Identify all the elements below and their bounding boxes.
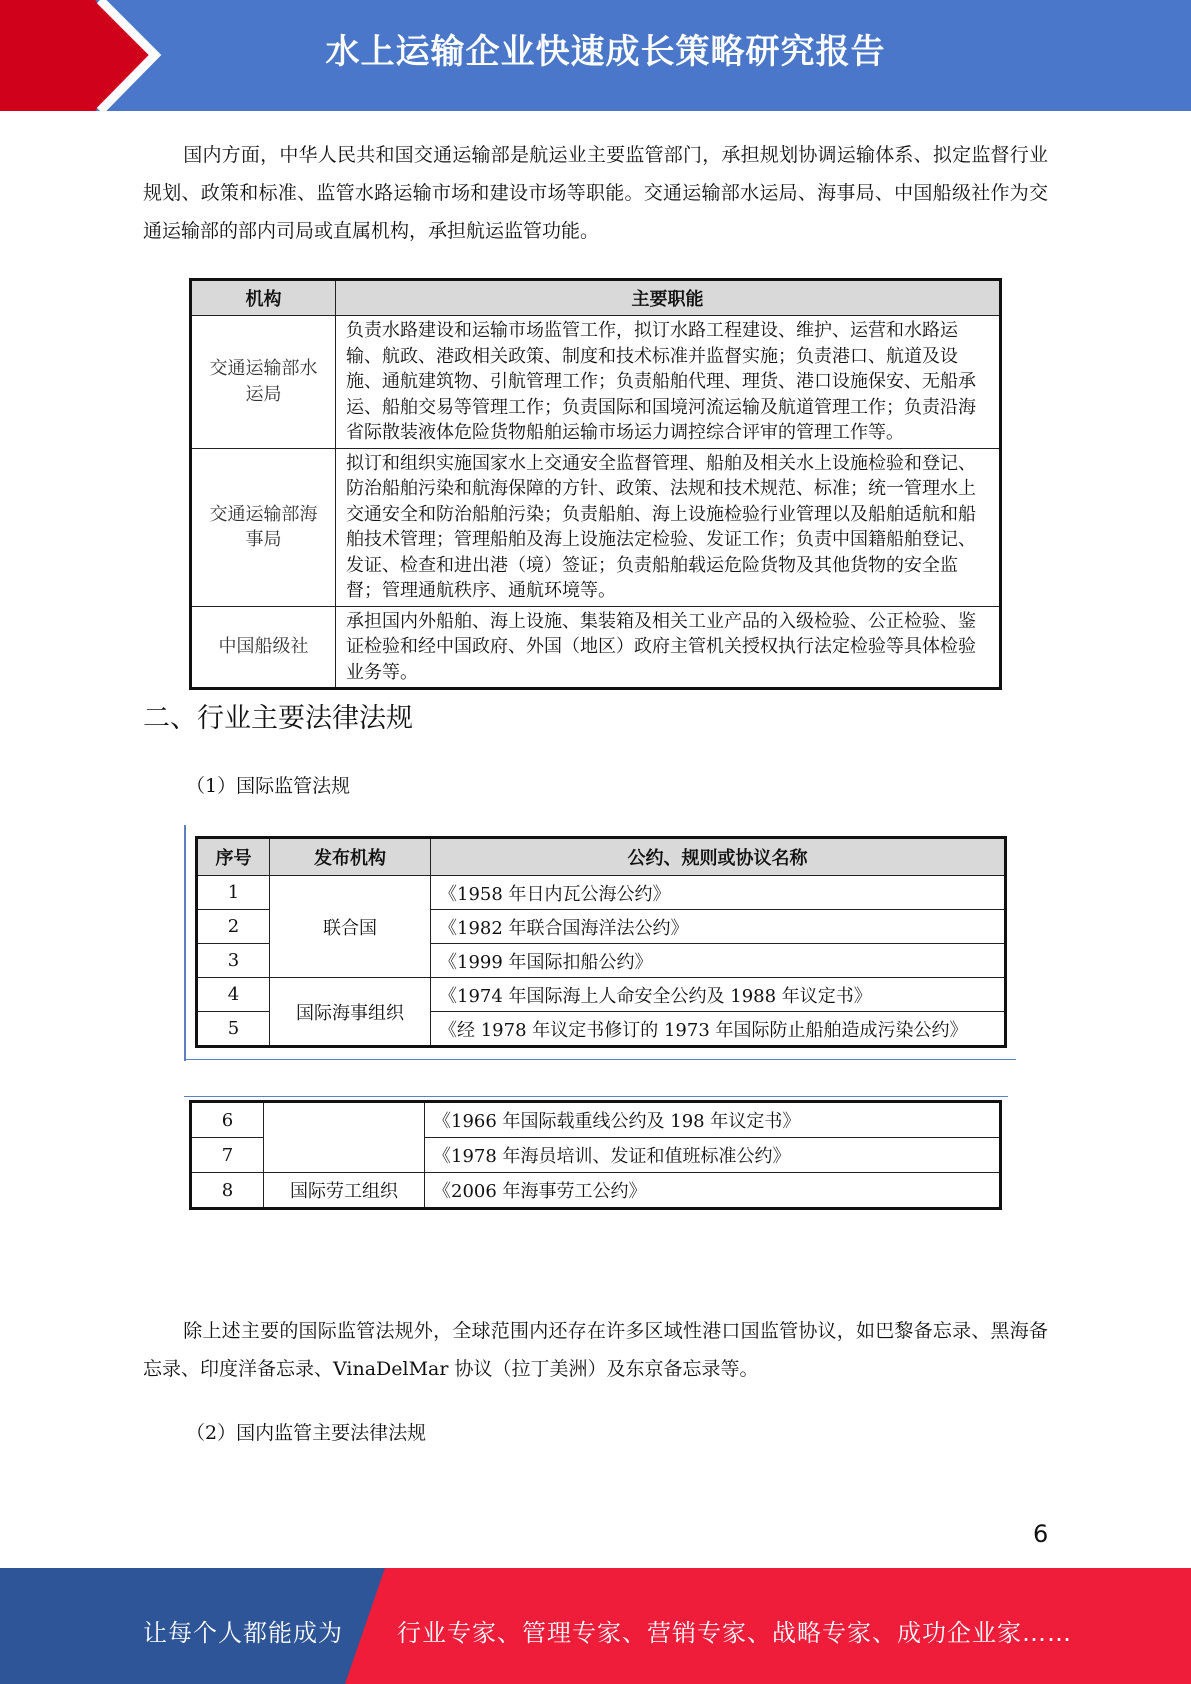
footer-slogan-right: 行业专家、管理专家、营销专家、战略专家、成功企业家…… xyxy=(397,1619,1072,1647)
page-footer xyxy=(0,1568,1191,1684)
agency-duty: 承担国内外船舶、海上设施、集装箱及相关工业产品的入级检验、公正检验、鉴证检验和经中国政府、外国（地区）政府主管机关授权执行法定检验等具体检验业务等。 xyxy=(336,606,1001,689)
convention-name: 《经 1978 年议定书修订的 1973 年国际防止船舶造成污染公约》 xyxy=(431,1012,1006,1047)
agency-name: 中国船级社 xyxy=(191,606,336,689)
table-row xyxy=(191,1173,1001,1209)
regional-paragraph: 除上述主要的国际监管法规外，全球范围内还存在许多区域性港口国监管协议，如巴黎备忘录、黑海备忘录、印度洋备忘录、VinaDelMar 协议（拉丁美洲）及东京备忘录等。 xyxy=(143,1320,1048,1380)
table-row xyxy=(197,978,1006,1012)
footer-slogan-left: 让每个人都能成为 xyxy=(143,1619,343,1647)
issuing-body: 国际劳工组织 xyxy=(264,1173,425,1209)
convention-name: 《1999 年国际扣船公约》 xyxy=(431,944,1006,978)
table-row xyxy=(197,876,1006,910)
table-row xyxy=(191,448,1001,606)
subheading-international: （1）国际监管法规 xyxy=(186,775,351,797)
page-number: 6 xyxy=(1033,1520,1049,1548)
row-number: 2 xyxy=(197,910,270,944)
convention-name: 《2006 年海事劳工公约》 xyxy=(425,1173,1001,1209)
convention-name: 《1974 年国际海上人命安全公约及 1988 年议定书》 xyxy=(431,978,1006,1012)
convention-name: 《1978 年海员培训、发证和值班标准公约》 xyxy=(425,1138,1001,1173)
table-row xyxy=(191,316,1001,449)
section-heading: 二、行业主要法律法规 xyxy=(143,703,413,734)
row-number: 1 xyxy=(197,876,270,910)
table-row xyxy=(191,1102,1001,1138)
agency-name: 交通运输部水运局 xyxy=(191,316,336,449)
convention-name: 《1966 年国际载重线公约及 198 年议定书》 xyxy=(425,1102,1001,1138)
issuing-body: 国际海事组织 xyxy=(270,978,431,1047)
intro-paragraph: 国内方面，中华人民共和国交通运输部是航运业主要监管部门，承担规划协调运输体系、拟定监督行业规划、政策和标准、监管水路运输市场和建设市场等职能。交通运输部水运局、海事局、中国船级社作为交通运输部的部内司局或直属机构，承担航运监管功能。 xyxy=(143,144,1048,242)
document-title: 水上运输企业快速成长策略研究报告 xyxy=(325,32,886,72)
column-header: 公约、规则或协议名称 xyxy=(431,838,1006,876)
column-header: 发布机构 xyxy=(270,838,431,876)
column-header: 序号 xyxy=(197,838,270,876)
row-number: 5 xyxy=(197,1012,270,1047)
issuing-body xyxy=(264,1102,425,1173)
row-number: 3 xyxy=(197,944,270,978)
international-regulations-table xyxy=(195,836,1007,1048)
subheading-domestic: （2）国内监管主要法律法规 xyxy=(186,1422,427,1444)
agency-duty: 拟订和组织实施国家水上交通安全监督管理、船舶及相关水上设施检验和登记、防治船舶污染和航海保障的方针、政策、法规和技术规范、标准；统一管理水上交通安全和防治船舶污染；负责船舶、海上设施检验行业管理以及船舶适航和船舶技术管理；管理船舶及海上设施法定检验、发证工作；负责中国籍船舶登记、发证、检查和进出港（境）签证；负责船舶载运危险货物及其他货物的安全监督；管理通航秩序、通航环境等。 xyxy=(336,448,1001,606)
convention-name: 《1958 年日内瓦公海公约》 xyxy=(431,876,1006,910)
row-number: 7 xyxy=(191,1138,264,1173)
issuing-body: 联合国 xyxy=(270,876,431,978)
table-row xyxy=(191,606,1001,689)
column-header: 机构 xyxy=(191,280,336,316)
convention-name: 《1982 年联合国海洋法公约》 xyxy=(431,910,1006,944)
frame-line xyxy=(184,1059,1016,1060)
row-number: 6 xyxy=(191,1102,264,1138)
agencies-table xyxy=(189,278,1002,690)
international-regulations-table-continued xyxy=(189,1100,1002,1210)
row-number: 4 xyxy=(197,978,270,1012)
frame-line xyxy=(184,1096,1008,1097)
agency-name: 交通运输部海事局 xyxy=(191,448,336,606)
row-number: 8 xyxy=(191,1173,264,1209)
column-header: 主要职能 xyxy=(336,280,1001,316)
page-header xyxy=(0,0,1191,111)
frame-line xyxy=(184,825,186,1061)
agency-duty: 负责水路建设和运输市场监管工作，拟订水路工程建设、维护、运营和水路运输、航政、港政相关政策、制度和技术标准并监督实施；负责港口、航道及设施、通航建筑物、引航管理工作；负责船舶代理、理货、港口设施保安、无船承运、船舶交易等管理工作；负责国际和国境河流运输及航道管理工作；负责沿海省际散装液体危险货物船舶运输市场运力调控综合评审的管理工作等。 xyxy=(336,316,1001,449)
